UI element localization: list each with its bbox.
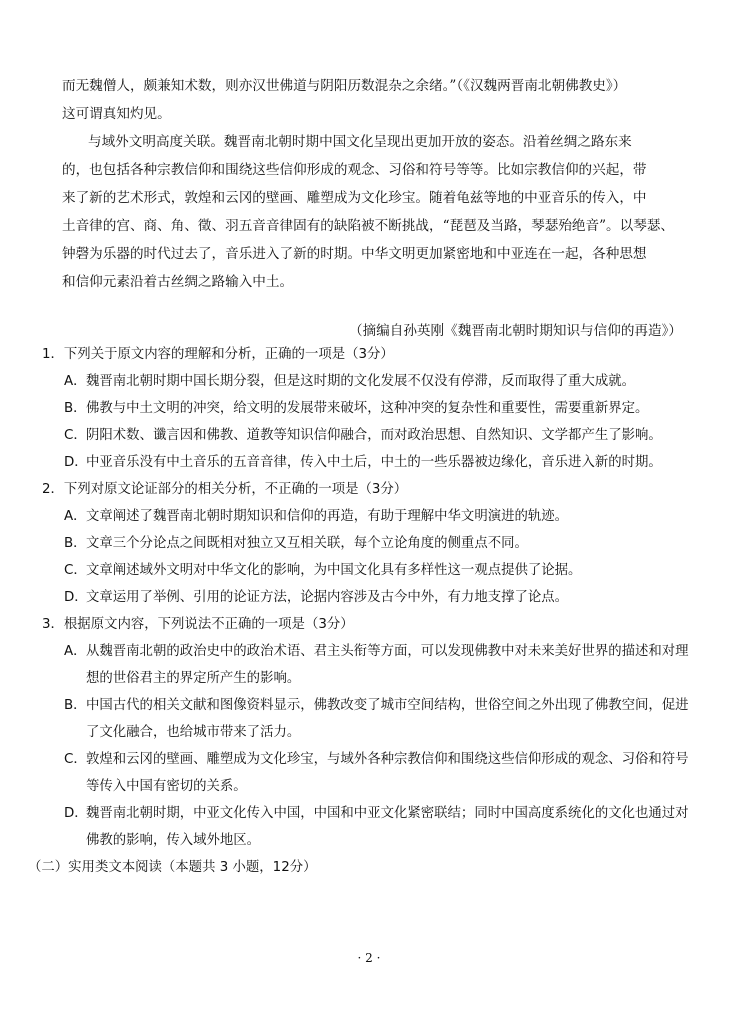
option-text: 文章运用了举例、引用的论证方法，论据内容涉及古今中外，有力地支撑了论点。: [86, 590, 569, 605]
option-b: [42, 530, 697, 557]
option-text: 文章三个分论点之间既相对独立又互相关联，每个立论角度的侧重点不同。: [86, 536, 528, 551]
option-a: [42, 503, 697, 530]
option-a: [42, 368, 697, 395]
option-c: [42, 557, 697, 584]
passage-line: 与域外文明高度关联。魏晋南北朝时期中国文化呈现出更加开放的姿态。沿着丝绸之路东来: [88, 134, 632, 150]
question-1: [42, 341, 697, 476]
option-letter: B．: [64, 536, 87, 551]
option-letter: A．: [64, 644, 87, 659]
option-letter: C．: [64, 563, 87, 578]
option-text: 文章阐述域外文明对中华文化的影响，为中国文化具有多样性这一观点提供了论据。: [86, 563, 582, 578]
option-b: [42, 395, 697, 422]
passage-line: 而无魏僧人，颇兼知术数，则亦汉世佛道与阴阳历数混杂之余绪。”（《汉魏两晋南北朝佛教史》）: [62, 78, 627, 94]
option-text: 从魏晋南北朝的政治史中的政治术语、君主头衔等方面，可以发现佛教中对未来美好世界的描述和对理想的世俗君主的界定所产生的影响。: [86, 644, 689, 686]
section-title: （二）实用类文本阅读（本题共 3 小题，12分）: [28, 860, 317, 875]
passage-line: 土音律的宫、商、角、徵、羽五音音律固有的缺陷被不断挑战，“琵琶及当路，琴瑟殆绝音”。以琴瑟、: [62, 218, 675, 234]
option-text: 文章阐述了魏晋南北朝时期知识和信仰的再造，有助于理解中华文明演进的轨迹。: [86, 509, 569, 524]
option-c: [42, 746, 697, 800]
question-stem: 2．下列对原文论证部分的相关分析，不正确的一项是（3分）: [42, 482, 408, 497]
option-d: [42, 584, 697, 611]
option-letter: D．: [64, 806, 88, 821]
option-letter: D．: [64, 590, 88, 605]
passage-line: 的，也包括各种宗教信仰和围绕这些信仰形成的观念、习俗和符号等等。比如宗教信仰的兴起，带: [62, 162, 647, 178]
option-d: [42, 449, 697, 476]
option-d: [42, 800, 697, 854]
option-text: 魏晋南北朝时期，中亚文化传入中国，中国和中亚文化紧密联结；同时中国高度系统化的文化也通过对佛教的影响，传入域外地区。: [86, 806, 689, 848]
option-letter: A．: [64, 509, 87, 524]
page-number: · 2 ·: [357, 951, 381, 965]
passage-source: （摘编自孙英刚《魏晋南北朝时期知识与信仰的再造》）: [348, 323, 682, 339]
passage-line: 这可谓真知灼见。: [62, 106, 171, 122]
option-text: 魏晋南北朝时期中国长期分裂，但是这时期的文化发展不仅没有停滞，反而取得了重大成就。: [86, 374, 636, 389]
questions: [28, 341, 697, 881]
question-2: [42, 476, 697, 611]
option-letter: C．: [64, 752, 87, 767]
option-a: [42, 638, 697, 692]
question-stem: 1．下列关于原文内容的理解和分析，正确的一项是（3分）: [42, 347, 394, 362]
option-text: 敦煌和云冈的壁画、雕塑成为文化珍宝，与域外各种宗教信仰和围绕这些信仰形成的观念、习俗和符号等传入中国有密切的关系。: [86, 752, 689, 794]
passage-line: 和信仰元素沿着古丝绸之路输入中土。: [62, 274, 294, 290]
option-letter: C．: [64, 428, 87, 443]
passage: [62, 72, 682, 339]
passage-line: 来了新的艺术形式，敦煌和云冈的壁画、雕塑成为文化珍宝。随着龟兹等地的中亚音乐的传入，中: [62, 190, 647, 206]
option-text: 佛教与中土文明的冲突，给文明的发展带来破坏，这种冲突的复杂性和重要性，需要重新界定。: [86, 401, 649, 416]
option-letter: A．: [64, 374, 87, 389]
passage-line: 钟磬为乐器的时代过去了，音乐进入了新的时期。中华文明更加紧密地和中亚连在一起，各种思想: [62, 246, 647, 262]
option-letter: B．: [64, 698, 87, 713]
option-b: [42, 692, 697, 746]
option-text: 中亚音乐没有中土音乐的五音音律，传入中土后，中土的一些乐器被边缘化，音乐进入新的时期。: [86, 455, 662, 470]
question-stem: 3．根据原文内容，下列说法不正确的一项是（3分）: [42, 617, 354, 632]
question-3: [42, 611, 697, 854]
option-letter: D．: [64, 455, 88, 470]
option-letter: B．: [64, 401, 87, 416]
option-c: [42, 422, 697, 449]
option-text: 中国古代的相关文献和图像资料显示，佛教改变了城市空间结构，世俗空间之外出现了佛教空间，促进了文化融合，也给城市带来了活力。: [86, 698, 689, 740]
option-text: 阴阳术数、谶言因和佛教、道教等知识信仰融合，而对政治思想、自然知识、文学都产生了影响。: [86, 428, 662, 443]
